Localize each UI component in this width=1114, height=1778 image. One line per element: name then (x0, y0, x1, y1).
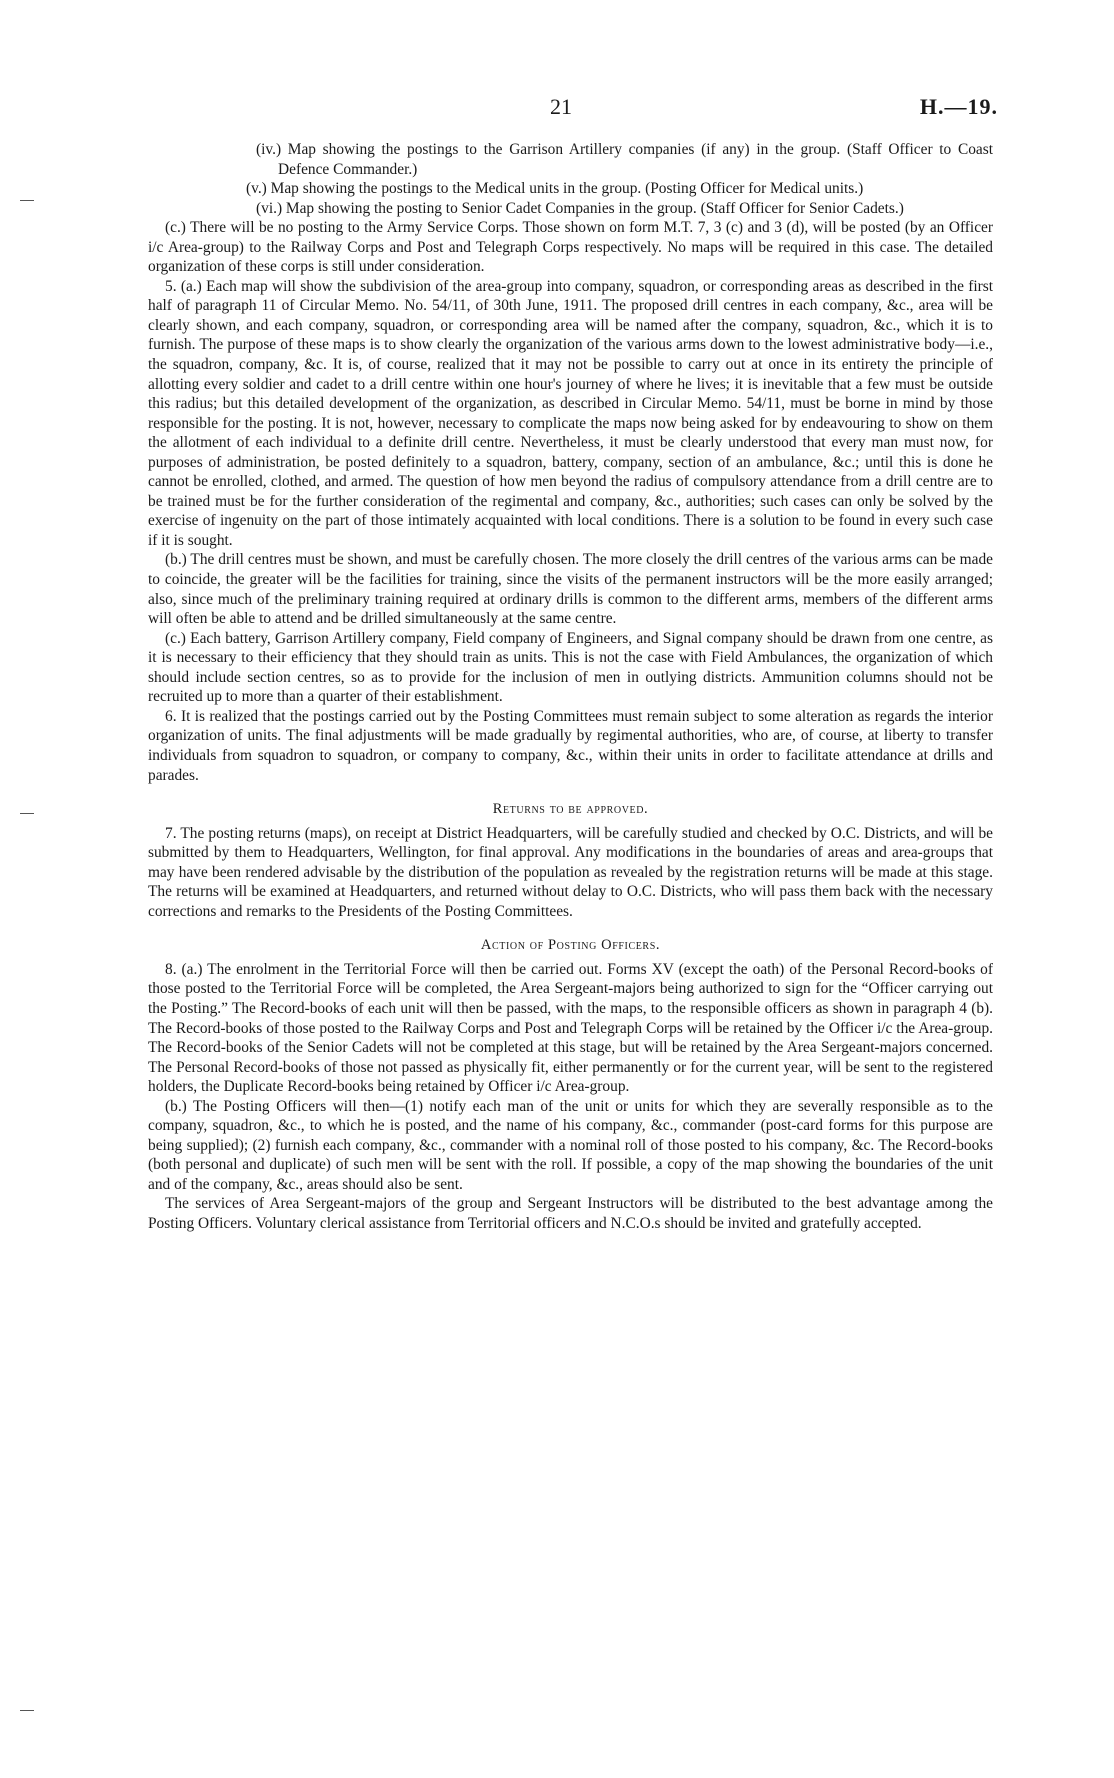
paragraph-5a: 5. (a.) Each map will show the subdivision of the area-group into company, squadron, or corresponding areas as described in the first half of paragraph 11 of Circular Memo. No. 54/11, of 30th June, 1911. The proposed drill centres in each company, &c., area will be clearly shown, and each company, squadron, or corresponding area will be named after the company, squadron, &c., which it is to furnish. The purpose of these maps is to show clearly the organization of the various arms down to the lowest administrative body—i.e., the squadron, company, &c. It is, of course, realized that it may not be possible to carry out at once in its entirety the principle of allotting every soldier and cadet to a drill centre within one hour's journey of where he lives; it is inevitable that a few must be outside this radius; but this detailed development of the organization, as described in Circular Memo. 54/11, must be borne in mind by those responsible for the posting. It is not, however, necessary to complicate the maps now being asked for by endeavouring to show on them the allotment of each individual to a definite drill centre. Nevertheless, it must be clearly understood that every man must now, for purposes of administration, be posted definitely to a squadron, battery, company, section of an ambulance, &c.; until this is done he cannot be enrolled, clothed, and armed. The question of how men beyond the radius of compulsory attendance from a drill centre are to be trained must be for the further consideration of the regimental and company, &c., authorities; such cases can only be solved by the exercise of ingenuity on the part of those intimately acquainted with local conditions. There is a solution to be found in every such case if it is sought. (148, 277, 993, 549)
section-heading: Returns to be approved. (492, 801, 649, 818)
paragraph-7: 7. The posting returns (maps), on receipt at District Headquarters, will be carefully studied and checked by O.C. Districts, and will be submitted by them to Headquarters, Wellington, for final approval. Any modifications in the boundaries of areas and area-groups that may have been rendered advisable by the distribution of the population as revealed by the registration returns will be made at this stage. The returns will be examined at Headquarters, and returned without delay to O.C. Districts, who will pass them back with the necessary corrections and remarks to the Presidents of the Posting Committees. (148, 824, 993, 920)
document-code: H.—19. (919, 94, 998, 119)
margin-mark (20, 1710, 34, 1711)
document-body (148, 140, 993, 1234)
list-item-v: (v.) Map showing the postings to the Medical units in the group. (Posting Officer for Medical units.) (246, 180, 864, 198)
section-heading: Action of Posting Officers. (480, 937, 661, 954)
margin-mark (20, 200, 34, 201)
paragraph-4c: (c.) There will be no posting to the Army Service Corps. Those shown on form M.T. 7, 3 (c) and 3 (d), will be posted (by an Officer i/c Area-group) to the Railway Corps and Post and Telegraph Corps respectively. No maps will be required in this case. The detailed organization of these corps is still under consideration. (148, 219, 993, 276)
page-header (0, 94, 1114, 124)
paragraph-6: 6. It is realized that the postings carried out by the Posting Committees must remain subject to some alteration as regards the interior organization of units. The final adjustments will be made gradually by regimental authorities, who are, of course, at liberty to transfer individuals from squadron to squadron, or company to company, &c., within their units in order to facilitate attendance at drills and parades. (148, 707, 993, 784)
paragraph-5c: (c.) Each battery, Garrison Artillery company, Field company of Engineers, and Signal company should be drawn from one centre, as it is necessary to their efficiency that they should train as units. This is not the case with Field Ambulances, the organization of which should include section centres, so as to provide for the inclusion of men in outlying districts. Ammunition columns should not be recruited up to more than a quarter of their establishment. (148, 629, 993, 706)
paragraph-5b: (b.) The drill centres must be shown, and must be carefully chosen. The more closely the drill centres of the various arms can be made to coincide, the greater will be the facilities for training, since the visits of the permanent instructors will be the more easily arranged; also, since much of the preliminary training required at ordinary drills is common to the different arms, members of the different arms will often be able to attend and be drilled simultaneously at the same centre. (148, 551, 993, 628)
margin-mark (20, 813, 34, 814)
list-item-iv: (iv.) Map showing the postings to the Garrison Artillery companies (if any) in the group. (Staff Officer to Coast Defence Commander.) (256, 141, 993, 178)
paragraph-8b: (b.) The Posting Officers will then—(1) notify each man of the unit or units for which they are severally responsible as to the company, squadron, &c., to which he is posted, and the name of his company, &c., commander (post-card forms for this purpose are being supplied); (2) furnish each company, &c., commander with a nominal roll of those posted to his company, &c. The Record-books (both personal and duplicate) of such men will be sent with the roll. If possible, a copy of the map showing the boundaries of the unit and of the company, &c., areas should also be sent. (148, 1097, 993, 1193)
list-item-vi: (vi.) Map showing the posting to Senior Cadet Companies in the group. (Staff Officer for Senior Cadets.) (256, 199, 904, 217)
paragraph-8a: 8. (a.) The enrolment in the Territorial Force will then be carried out. Forms XV (except the oath) of the Personal Record-books of those posted to the Territorial Force will be completed, the Area Sergeant-majors being authorized to sign for the “Officer carrying out the Posting.” The Record-books of each unit will then be passed, with the maps, to the responsible officers as shown in paragraph 4 (b). The Record-books of those posted to the Railway Corps and Post and Telegraph Corps will be retained by the Officer i/c the Area-group. The Record-books of the Senior Cadets will not be completed at this stage, but will be retained by the Area Sergeant-majors concerned. The Personal Record-books of those not passed as physically fit, either permanently or for the current year, will be sent to the registered holders, the Duplicate Record-books being retained by Officer i/c Area-group. (148, 960, 993, 1096)
page-number: 21 (550, 94, 572, 119)
paragraph-8c: The services of Area Sergeant-majors of the group and Sergeant Instructors will be distributed to the best advantage among the Posting Officers. Voluntary clerical assistance from Territorial officers and N.C.O.s should be invited and gratefully accepted. (148, 1195, 993, 1232)
